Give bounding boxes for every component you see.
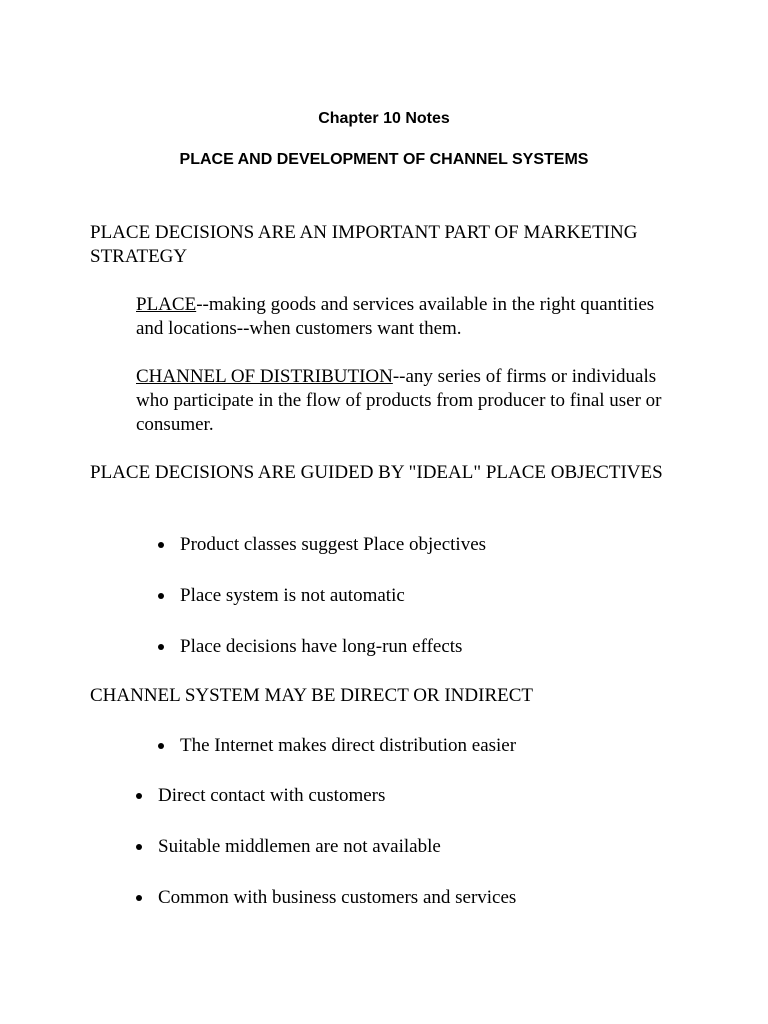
definition-term: CHANNEL OF DISTRIBUTION xyxy=(136,366,393,387)
list-item-text: Common with business customers and services xyxy=(158,887,517,908)
document-subtitle: PLACE AND DEVELOPMENT OF CHANNEL SYSTEMS xyxy=(179,151,589,168)
section-heading-place-decisions: PLACE DECISIONS ARE AN IMPORTANT PART OF MARKETING STRATEGY xyxy=(90,222,638,267)
list-item-text: The Internet makes direct distribution easier xyxy=(180,735,517,756)
bullet-icon xyxy=(158,542,164,548)
bullet-icon xyxy=(136,844,142,850)
bullet-icon xyxy=(158,644,164,650)
list-item-text: Suitable middlemen are not available xyxy=(158,836,441,857)
list-item xyxy=(158,635,678,659)
section-heading-ideal-place-objectives: PLACE DECISIONS ARE GUIDED BY "IDEAL" PLACE OBJECTIVES xyxy=(90,462,663,483)
bullet-icon xyxy=(136,793,142,799)
definition-text: --making goods and services available in the right quantities and locations--when customers want them. xyxy=(136,294,655,339)
list-item xyxy=(158,734,678,758)
list-item-text: Place decisions have long-run effects xyxy=(180,636,463,657)
list-item-text: Product classes suggest Place objectives xyxy=(180,534,487,555)
definition-place xyxy=(136,293,676,341)
list-item xyxy=(136,886,656,910)
bullet-icon xyxy=(158,743,164,749)
list-item xyxy=(158,533,678,557)
list-item xyxy=(136,784,656,808)
document-title: Chapter 10 Notes xyxy=(318,110,450,127)
section-heading-direct-or-indirect: CHANNEL SYSTEM MAY BE DIRECT OR INDIRECT xyxy=(90,685,534,706)
list-item-text: Direct contact with customers xyxy=(158,785,386,806)
bullet-icon xyxy=(158,593,164,599)
definition-text: --any series of firms or individuals who participate in the flow of products from producer to final user or consumer. xyxy=(136,366,662,435)
bullet-icon xyxy=(136,895,142,901)
list-item-text: Place system is not automatic xyxy=(180,585,405,606)
definition-channel-of-distribution xyxy=(136,365,676,437)
list-item xyxy=(136,835,656,859)
list-item xyxy=(158,584,678,608)
definition-term: PLACE xyxy=(136,294,197,315)
